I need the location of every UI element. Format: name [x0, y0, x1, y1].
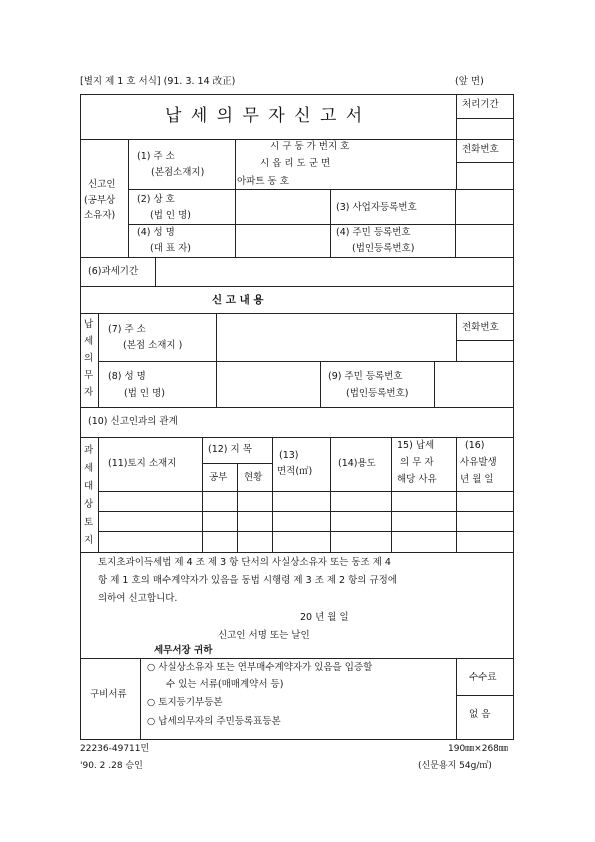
tax-period-label: (6)과세기간: [88, 266, 139, 277]
border-bottom: [80, 739, 514, 740]
form-number: [별지 제 1 호 서식] (91. 3. 14 改正): [80, 76, 236, 87]
reporter-resident-no-label: (4) 주민 등록번호: [336, 227, 411, 238]
col-cause-date: (16): [465, 440, 485, 451]
border-left: [80, 94, 81, 740]
taxpayer-vertical-label: 납: [84, 319, 94, 330]
trade-name-label: (2) 상 호: [137, 194, 175, 205]
col-area: (13): [279, 450, 299, 461]
taxpayer-resident-no-label: (9) 주민 등록번호: [328, 371, 403, 382]
reporter-group-label: 신고인: [88, 179, 116, 190]
business-no-label: (3) 사업자등록번호: [336, 202, 417, 213]
approval-date: '90. 2 .28 승인: [80, 761, 143, 771]
office-phone-label: 전화번호: [462, 144, 499, 155]
document-item-resident-record: ○ 납세의무자의 주민등록표등본: [147, 716, 281, 727]
signature-line: 신고인 서명 또는 날인: [218, 630, 310, 641]
taxpayer-address-label: (7) 주 소: [108, 324, 146, 335]
form-code: 22236-49711민: [80, 744, 150, 754]
taxpayer-name-label: (8) 성 명: [108, 371, 146, 382]
date-line: 20 년 월 일: [300, 612, 349, 623]
reporter-address-template: 시 구 동 가 번지 호: [270, 141, 350, 152]
office-column-divider: [456, 94, 457, 189]
section-title: 신 고 내 용: [212, 294, 264, 306]
col-use: (14)용도: [338, 458, 376, 469]
col-land-location: (11)토지 소재지: [108, 458, 177, 469]
reporter-name-label: (4) 성 명: [137, 227, 175, 238]
reporter-address-label: (1) 주 소: [137, 151, 175, 162]
taxpayer-phone-label: 전화번호: [462, 322, 499, 333]
document-item-registry: ○ 토지등기부등본: [147, 697, 223, 708]
documents-label: 구비서류: [90, 689, 127, 700]
border-right: [513, 94, 514, 740]
fee-value: 없 음: [469, 709, 491, 720]
page-title: 납 세 의 무 자 신 고 서: [165, 106, 365, 126]
land-vertical-label: 과: [84, 445, 94, 456]
page-side-label: (앞 면): [455, 76, 484, 87]
col-category-official: 공부: [209, 472, 228, 483]
col-land-category: (12) 지 목: [208, 444, 252, 455]
paper-size: 190㎜×268㎜: [448, 744, 508, 754]
relation-label: (10) 신고인과의 관계: [88, 416, 178, 427]
statement-text: 토지초과이득세법 제 4 조 제 3 항 단서의 사실상소유자 또는 동조 제 4: [98, 557, 391, 568]
paper-spec: (신문용지 54g/㎡): [418, 761, 492, 771]
col-taxpayer-reason: 15) 납세: [397, 440, 435, 451]
border-top: [80, 94, 514, 95]
col-category-actual: 현황: [244, 472, 263, 483]
processing-period-label: 처리기간: [462, 99, 499, 110]
document-item-proof: ○ 사실상소유자 또는 연부매수계약자가 있음을 입증할: [147, 662, 373, 673]
fee-label: 수수료: [469, 672, 497, 683]
addressee: 세무서장 귀하: [154, 645, 213, 656]
